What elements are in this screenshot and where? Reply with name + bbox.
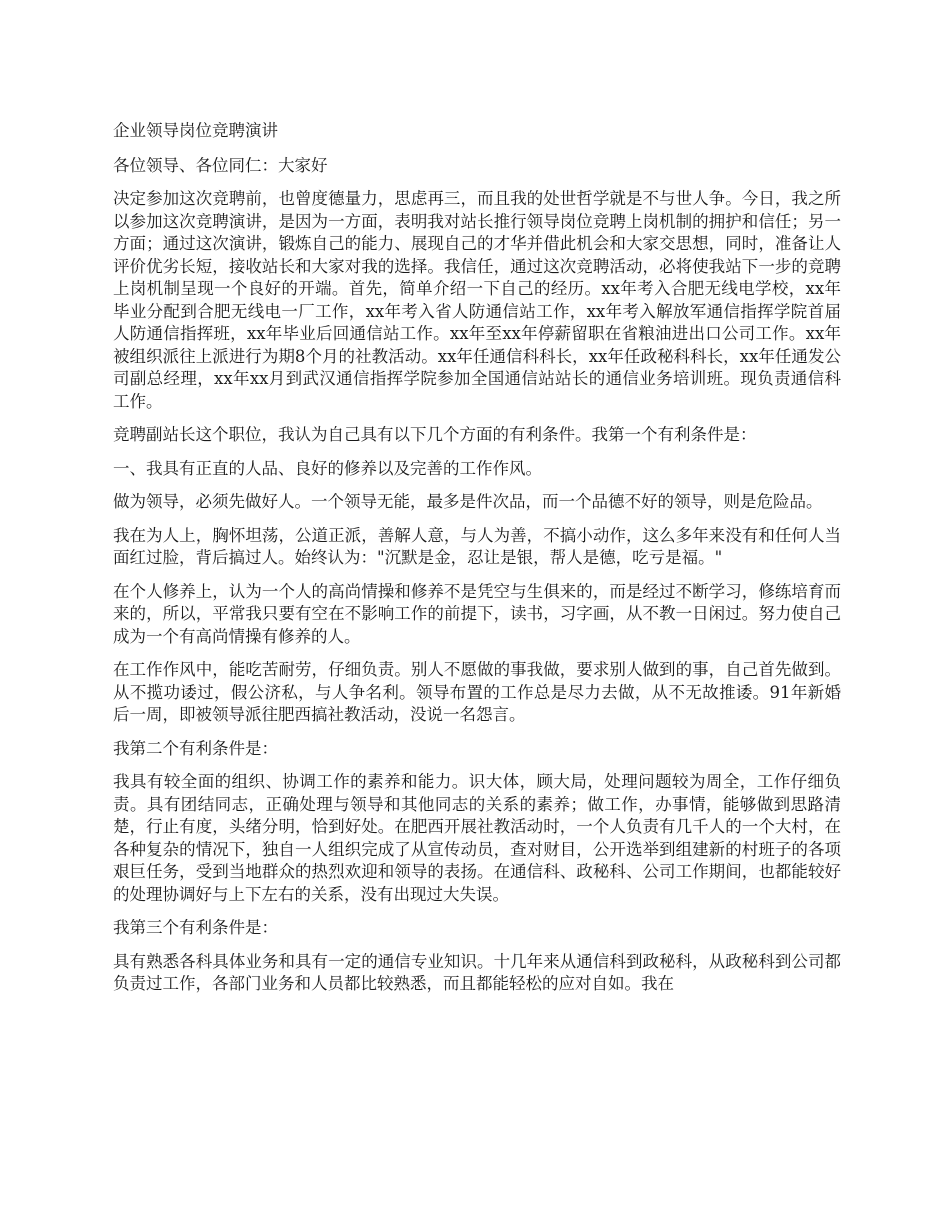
body-paragraph: 竞聘副站长这个职位，我认为自己具有以下几个方面的有利条件。我第一个有利条件是： xyxy=(113,425,757,444)
body-paragraph: 在个人修养上，认为一个人的高尚情操和修养不是凭空与生俱来的，而是经过不断学习，修练培育而来的，所以，平常我只要有空在不影响工作的前提下，读书，习字画，从不教一日闲过。努力使自己成为一个有高尚情操有修养的人。 xyxy=(113,581,841,646)
greeting-paragraph: 各位领导、各位同仁：大家好 xyxy=(113,155,328,175)
section-heading: 我第三个有利条件是： xyxy=(113,918,278,937)
section-heading: 一、我具有正直的人品、良好的修养以及完善的工作作风。 xyxy=(113,458,542,478)
body-paragraph: 做为领导，必须先做好人。一个领导无能，最多是件次品，而一个品德不好的领导，则是危险品。 xyxy=(113,492,823,511)
body-paragraph: 在工作作风中，能吃苦耐劳，仔细负责。别人不愿做的事我做，要求别人做到的事，自己首先做到。从不揽功诿过，假公济私，与人争名利。领导布置的工作总是尽力去做，从不无故推诿。91年新婚后一周，即被领导派往肥西搞社教活动，没说一名怨言。 xyxy=(113,660,841,724)
body-paragraph: 我在为人上，胸怀坦荡，公道正派，善解人意，与人为善，不搞小动作，这么多年来没有和任何人当面红过脸，背后搞过人。始终认为："沉默是金，忍让是银，帮人是德，吃亏是福。" xyxy=(113,525,841,567)
body-paragraph: 具有熟悉各科具体业务和具有一定的通信专业知识。十几年来从通信科到政秘科，从政秘科到公司都负责过工作，各部门业务和人员都比较熟悉，而且都能轻松的应对自如。我在 xyxy=(113,951,841,993)
document-page xyxy=(113,120,841,1007)
body-paragraph: 我具有较全面的组织、协调工作的素养和能力。识大体，顾大局，处理问题较为周全，工作仔细负责。具有团结同志，正确处理与领导和其他同志的关系的素养；做工作，办事情，能够做到思路清楚，行止有度，头绪分明，恰到好处。在肥西开展社教活动时，一个人负责有几千人的一个大村，在各种复杂的情况下，独自一人组织完成了从宣传动员，查对财目，公开选举到组建新的村班子的各项艰巨任务，受到当地群众的热烈欢迎和领导的表扬。在通信科、政秘科、公司工作期间，也都能较好的处理协调好与上下左右的关系，没有出现过大失误。 xyxy=(113,772,841,904)
body-paragraph: 决定参加这次竞聘前，也曾度德量力，思虑再三，而且我的处世哲学就是不与世人争。今日，我之所以参加这次竞聘演讲，是因为一方面，表明我对站长推行领导岗位竞聘上岗机制的拥护和信任；另一方面；通过这次演讲，锻炼自己的能力、展现自己的才华并借此机会和大家交思想，同时，准备让人评价优劣长短，接收站长和大家对我的选择。我信任，通过这次竞聘活动，必将使我站下一步的竞聘上岗机制呈现一个良好的开端。首先，简单介绍一下自己的经历。xx年考入合肥无线电学校，xx年毕业分配到合肥无线电一厂工作，xx年考入省人防通信站工作，xx年考入解放军通信指挥学院首届人防通信指挥班，xx年毕业后回通信站工作。xx年至xx年停薪留职在省粮油进出口公司工作。xx年被组织派往上派进行为期8个月的社教活动。xx年任通信科科长，xx年任政秘科科长，xx年任通发公司副总经理，xx年xx月到武汉通信指挥学院参加全国通信站站长的通信业务培训班。现负责通信科工作。 xyxy=(113,189,841,411)
section-heading: 我第二个有利条件是： xyxy=(113,738,278,758)
document-title: 企业领导岗位竞聘演讲 xyxy=(113,121,278,140)
